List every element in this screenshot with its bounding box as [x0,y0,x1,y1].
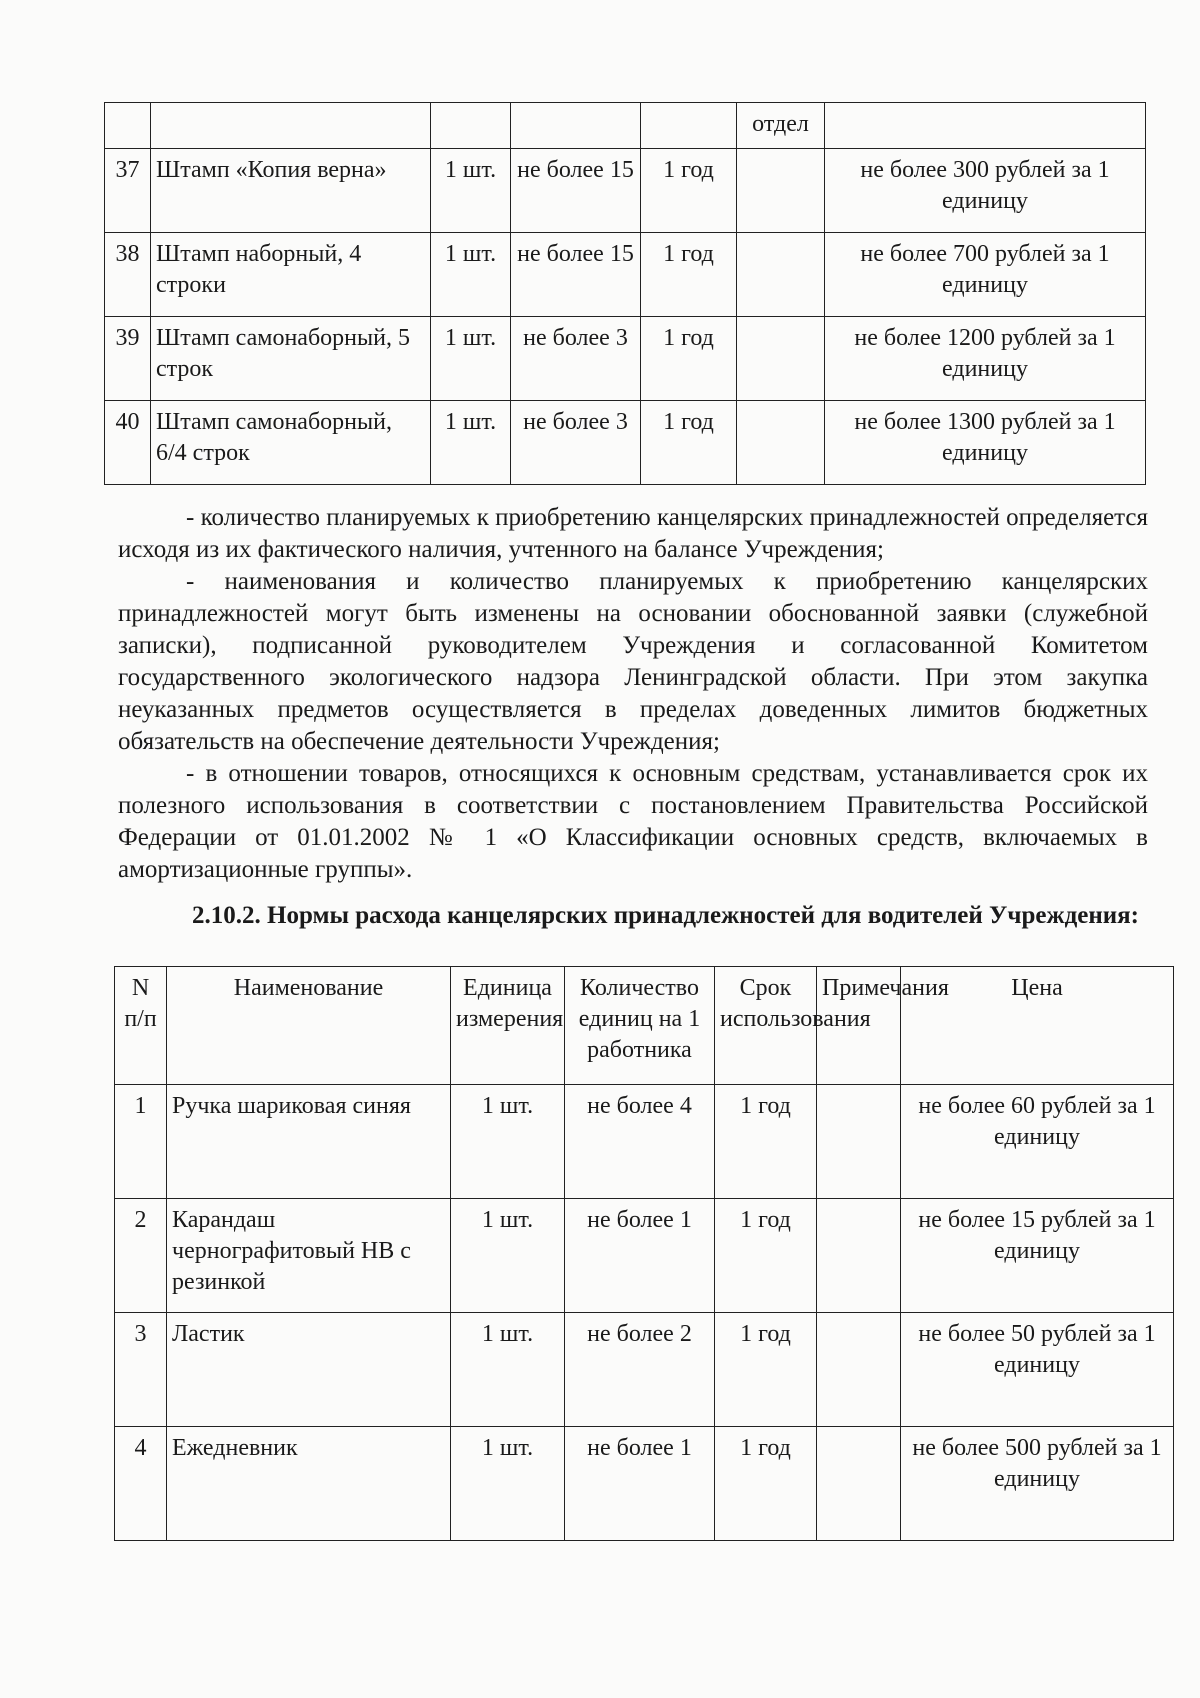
row-number: 1 [115,1085,167,1199]
note [817,1085,901,1199]
table-cell [641,103,737,149]
quantity: не более 15 [511,149,641,233]
table-row [115,1313,1174,1427]
term: 1 год [715,1199,817,1313]
unit: 1 шт. [451,1085,565,1199]
note [817,1313,901,1427]
table-cell: отдел [737,103,825,149]
unit: 1 шт. [451,1199,565,1313]
term: 1 год [715,1313,817,1427]
header-unit: Единица измерения [451,967,565,1085]
term: 1 год [641,233,737,317]
header-number: N п/п [115,967,167,1085]
paragraph-quantity-basis: - количество планируемых к приобретению канцелярских принадлежностей определяется исходя из их фактического наличия, учтенного на балансе Учреждения; [118,504,1148,563]
table-cell [825,103,1146,149]
table-row [115,1199,1174,1313]
item-name: Штамп «Копия верна» [151,149,431,233]
price: не более 1200 рублей за 1 единицу [825,317,1146,401]
row-number: 2 [115,1199,167,1313]
item-name: Карандаш чернографитовый НВ с резинкой [167,1199,451,1313]
unit: 1 шт. [431,401,511,485]
table-row [105,149,1146,233]
quantity: не более 15 [511,233,641,317]
row-number: 3 [115,1313,167,1427]
table-row [105,233,1146,317]
item-name: Ежедневник [167,1427,451,1541]
header-note: Примечания [817,967,901,1085]
header-term: Срок использования [715,967,817,1085]
table-header-row [115,967,1174,1085]
note [817,1199,901,1313]
paragraph-fixed-assets: - в отношении товаров, относящихся к основным средствам, устанавливается срок их полезного использования в соответствии с постановлением Правительства Российской Федерации от 01.01.2002 № 1 «О Классификации основных средств, включаемых в амортизационные группы». [118,760,1148,883]
note [817,1427,901,1541]
note [737,317,825,401]
unit: 1 шт. [451,1313,565,1427]
item-name: Штамп наборный, 4 строки [151,233,431,317]
term: 1 год [715,1427,817,1541]
price: не более 15 рублей за 1 единицу [901,1199,1174,1313]
quantity: не более 1 [565,1199,715,1313]
stationery-norms-table-continued [104,102,1146,485]
price: не более 1300 рублей за 1 единицу [825,401,1146,485]
header-name: Наименование [167,967,451,1085]
header-quantity: Количество единиц на 1 работника [565,967,715,1085]
table-cell [511,103,641,149]
note [737,401,825,485]
quantity: не более 1 [565,1427,715,1541]
price: не более 50 рублей за 1 единицу [901,1313,1174,1427]
row-number: 39 [105,317,151,401]
term: 1 год [641,149,737,233]
price: не более 500 рублей за 1 единицу [901,1427,1174,1541]
quantity: не более 3 [511,401,641,485]
unit: 1 шт. [431,317,511,401]
table-cell [105,103,151,149]
table-row [105,401,1146,485]
term: 1 год [641,401,737,485]
quantity: не более 4 [565,1085,715,1199]
row-number: 37 [105,149,151,233]
table-row [115,1427,1174,1541]
item-name: Ластик [167,1313,451,1427]
price: не более 60 рублей за 1 единицу [901,1085,1174,1199]
note [737,149,825,233]
header-price: Цена [901,967,1174,1085]
row-number: 40 [105,401,151,485]
price: не более 300 рублей за 1 единицу [825,149,1146,233]
unit: 1 шт. [431,149,511,233]
note [737,233,825,317]
item-name: Ручка шариковая синяя [167,1085,451,1199]
quantity: не более 3 [511,317,641,401]
row-number: 4 [115,1427,167,1541]
item-name: Штамп самонаборный, 6/4 строк [151,401,431,485]
unit: 1 шт. [451,1427,565,1541]
section-heading: 2.10.2. Нормы расхода канцелярских принадлежностей для водителей Учреждения: [192,902,1139,929]
paragraph-changes-procedure: - наименования и количество планируемых к приобретению канцелярских принадлежностей могут быть изменены на основании обоснованной заявки (служебной записки), подписанной руководителем Учреждения и согласованной Комитетом государственного экологического надзора Ленинградской области. При этом закупка неуказанных предметов осуществляется в пределах доведенных лимитов бюджетных обязательств на обеспечение деятельности Учреждения; [118,568,1148,755]
term: 1 год [641,317,737,401]
table-row [105,317,1146,401]
item-name: Штамп самонаборный, 5 строк [151,317,431,401]
table-cell [151,103,431,149]
price: не более 700 рублей за 1 единицу [825,233,1146,317]
drivers-stationery-norms-table [114,966,1174,1541]
table-row [115,1085,1174,1199]
row-number: 38 [105,233,151,317]
table-row [105,103,1146,149]
table-cell [431,103,511,149]
quantity: не более 2 [565,1313,715,1427]
unit: 1 шт. [431,233,511,317]
term: 1 год [715,1085,817,1199]
